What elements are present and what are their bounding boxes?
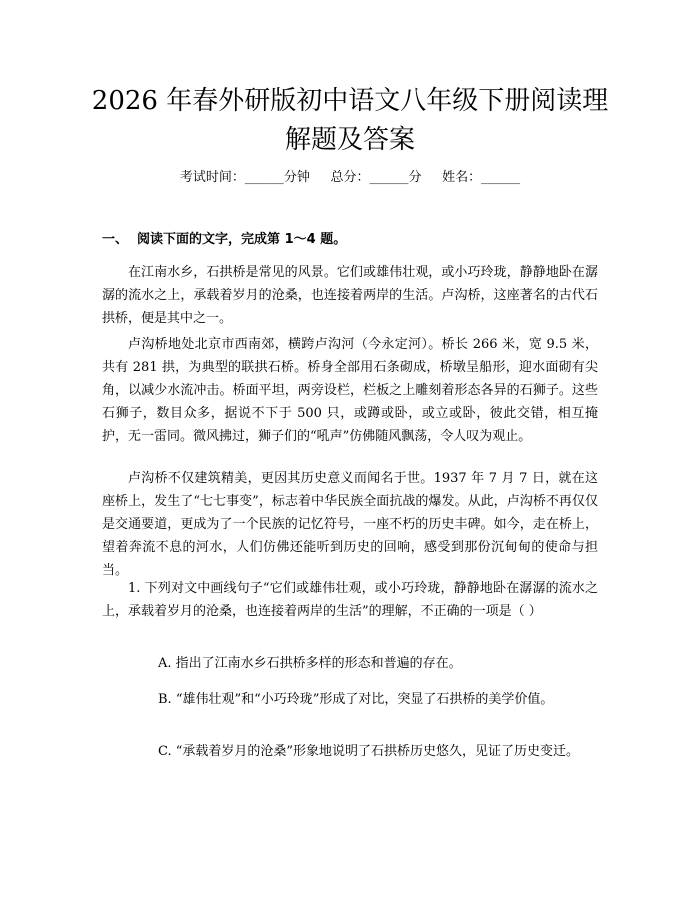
exam-info-line: 考试时间：______分钟 总分：______分 姓名：______ [179,170,521,185]
passage-paragraph-2: 卢沟桥地处北京市西南郊，横跨卢沟河（今永定河）。桥长 266 米，宽 9.5 米，共有 281 拱，为典型的联拱石桥。桥身全部用石条砌成，桥墩呈船形，迎水面砌有尖角，以减少水流冲击。桥面平坦，两旁设栏，栏板之上雕刻着形态各异的石狮子。这些石狮子，数目众多，据说不下于 500 只，或蹲或卧，或立或卧，彼此交错，相互掩护，无一雷同。微风拂过，狮子们的“吼声”仿佛随风飘荡，令人叹为观止。 [102,337,598,444]
document-title-line1: 2026 年春外研版初中语文八年级下册阅读理 [91,86,609,116]
passage-paragraph-3: 卢沟桥不仅建筑精美，更因其历史意义而闻名于世。1937 年 7 月 7 日，就在这座桥上，发生了“七七事变”，标志着中华民族全面抗战的爆发。从此，卢沟桥不再仅仅是交通要道，更成为了一个民族的记忆符号，一座不朽的历史丰碑。如今，走在桥上，望着奔流不息的河水，人们仿佛还能听到历史的回响，感受到那份沉甸甸的使命与担当。 [102,471,598,578]
question-1-option-c: C. “承载着岁月的沧桑”形象地说明了石拱桥历史悠久，见证了历史变迁。 [158,744,580,759]
document-title-line2: 解题及答案 [284,125,415,155]
question-1-stem: 1. 下列对文中画线句子“它们或雄伟壮观，或小巧玲珑，静静地卧在潺潺的流水之上，承载着岁月的沧桑，也连接着两岸的生活”的理解，不正确的一项是（ ） [102,581,598,619]
section-heading: 一、 阅读下面的文字，完成第 1～4 题。 [102,232,347,247]
question-1-option-b: B. “雄伟壮观”和“小巧玲珑”形成了对比，突显了石拱桥的美学价值。 [158,692,554,707]
passage-paragraph-1: 在江南水乡，石拱桥是常见的风景。它们或雄伟壮观，或小巧玲珑，静静地卧在潺潺的流水之上，承载着岁月的沧桑，也连接着两岸的生活。卢沟桥，这座著名的古代石拱桥，便是其中之一。 [102,265,598,326]
question-1-option-a: A. 指出了江南水乡石拱桥多样的形态和普遍的存在。 [158,656,462,671]
